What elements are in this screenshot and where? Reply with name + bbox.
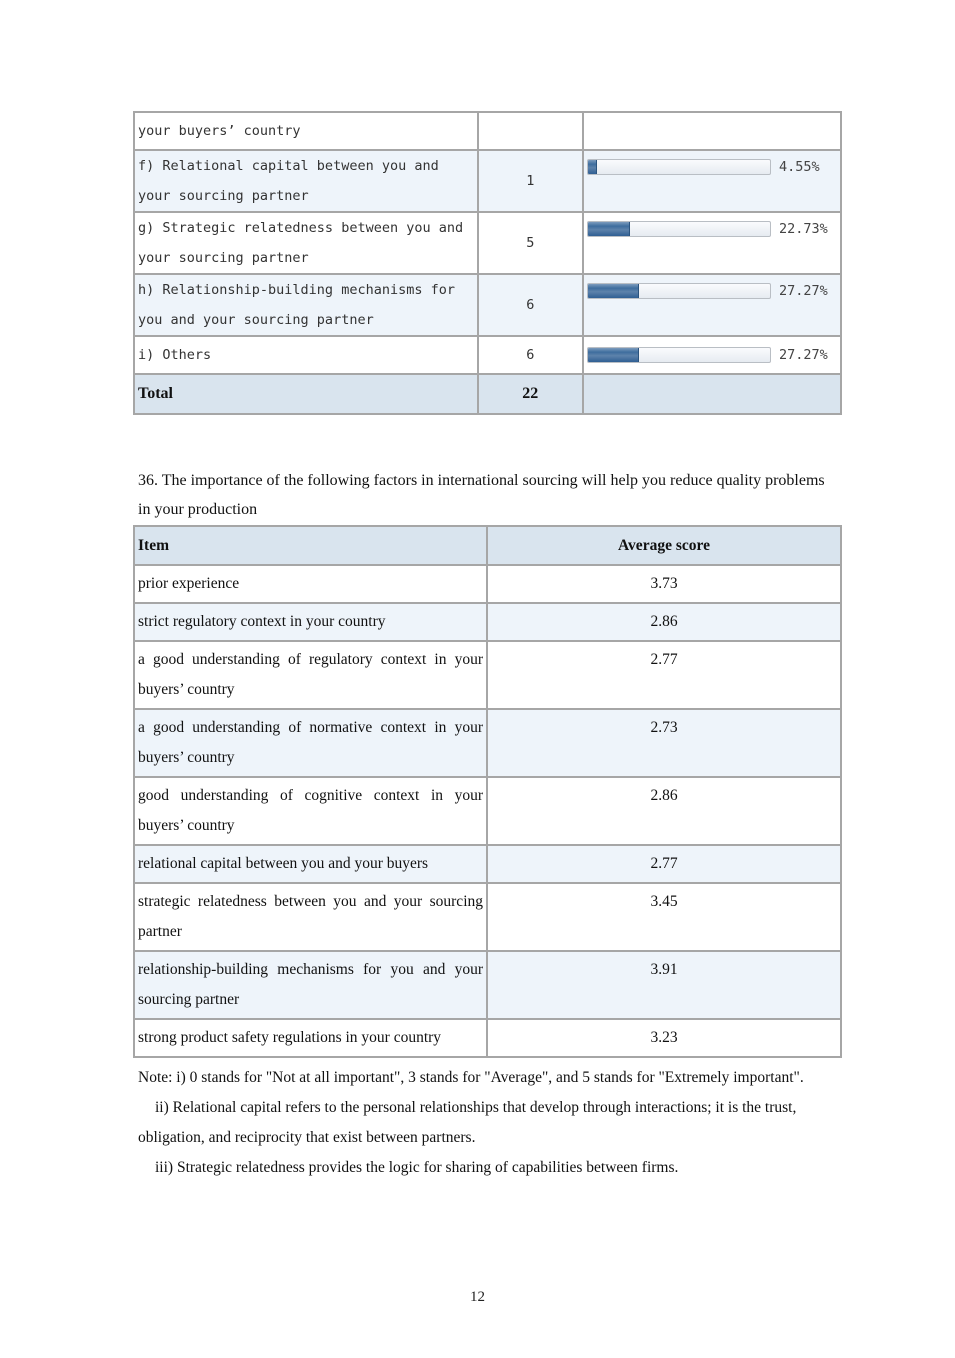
note-scale: Note: i) 0 stands for "Not at all important", 3 stands for "Average", and 5 stands for "Extremely important". xyxy=(138,1069,804,1086)
progress-track xyxy=(587,159,771,175)
percent-label: 4.55% xyxy=(779,159,820,175)
table-row xyxy=(134,641,841,709)
percent-label: 22.73% xyxy=(779,221,828,237)
column-header-item: Item xyxy=(134,526,487,565)
table-row xyxy=(134,883,841,951)
item-cell: relational capital between you and your buyers xyxy=(134,845,487,883)
table-row xyxy=(134,274,841,336)
total-label: Total xyxy=(134,374,478,414)
column-header-average-score: Average score xyxy=(487,526,841,565)
total-row xyxy=(134,374,841,414)
item-cell: a good understanding of regulatory context in your buyers’ country xyxy=(134,641,487,709)
score-cell: 3.91 xyxy=(487,951,841,1019)
item-cell: good understanding of cognitive context in your buyers’ country xyxy=(134,777,487,845)
progress-bar xyxy=(587,221,837,237)
sourcing-results-table xyxy=(133,111,842,415)
score-cell: 3.45 xyxy=(487,883,841,951)
row-bar-cell xyxy=(583,274,841,336)
progress-fill xyxy=(588,348,639,362)
score-cell: 2.73 xyxy=(487,709,841,777)
row-bar-cell xyxy=(583,212,841,274)
note-strategic-relatedness: iii) Strategic relatedness provides the logic for sharing of capabilities between firms. xyxy=(155,1159,679,1176)
progress-fill xyxy=(588,222,630,236)
row-label: g) Strategic relatedness between you and your sourcing partner xyxy=(134,212,478,274)
table-header-row xyxy=(134,526,841,565)
score-cell: 2.86 xyxy=(487,603,841,641)
progress-track xyxy=(587,347,771,363)
table-row-continued xyxy=(134,112,841,150)
percent-label: 27.27% xyxy=(779,347,828,363)
page-number: 12 xyxy=(470,1289,485,1305)
row-label: f) Relational capital between you and your sourcing partner xyxy=(134,150,478,212)
row-bar-cell xyxy=(583,336,841,374)
table-row xyxy=(134,565,841,603)
table-row xyxy=(134,845,841,883)
item-cell: prior experience xyxy=(134,565,487,603)
progress-track xyxy=(587,283,771,299)
item-cell: relationship-building mechanisms for you and your sourcing partner xyxy=(134,951,487,1019)
progress-bar xyxy=(587,347,837,363)
table-row xyxy=(134,777,841,845)
score-cell: 2.77 xyxy=(487,641,841,709)
table-row xyxy=(134,1019,841,1057)
table-row xyxy=(134,212,841,274)
total-count: 22 xyxy=(478,374,583,414)
score-cell: 2.86 xyxy=(487,777,841,845)
item-cell: strategic relatedness between you and your sourcing partner xyxy=(134,883,487,951)
score-cell: 3.23 xyxy=(487,1019,841,1057)
row-label: h) Relationship-building mechanisms for you and your sourcing partner xyxy=(134,274,478,336)
table-row xyxy=(134,336,841,374)
total-bar-cell xyxy=(583,374,841,414)
progress-track xyxy=(587,221,771,237)
progress-bar xyxy=(587,283,837,299)
row-label: i) Others xyxy=(134,336,478,374)
item-cell: strict regulatory context in your country xyxy=(134,603,487,641)
row-label: your buyers’ country xyxy=(134,112,478,150)
row-count: 1 xyxy=(478,150,583,212)
progress-fill xyxy=(588,160,597,174)
item-cell: strong product safety regulations in your country xyxy=(134,1019,487,1057)
average-score-table xyxy=(133,525,842,1058)
percent-label: 27.27% xyxy=(779,283,828,299)
row-bar-cell xyxy=(583,112,841,150)
score-cell: 3.73 xyxy=(487,565,841,603)
row-count: 5 xyxy=(478,212,583,274)
table-notes xyxy=(138,1063,838,1183)
row-bar-cell xyxy=(583,150,841,212)
score-cell: 2.77 xyxy=(487,845,841,883)
row-count: 6 xyxy=(478,274,583,336)
table-row xyxy=(134,603,841,641)
progress-fill xyxy=(588,284,639,298)
note-relational-capital: ii) Relational capital refers to the personal relationships that develop through interactions; it is the trust, obligation, and reciprocity that exist between partners. xyxy=(138,1099,797,1146)
question-title: 36. The importance of the following factors in international sourcing will help you reduce quality problems in your production xyxy=(138,472,825,518)
row-count: 6 xyxy=(478,336,583,374)
item-cell: a good understanding of normative context in your buyers’ country xyxy=(134,709,487,777)
table-row xyxy=(134,951,841,1019)
progress-bar xyxy=(587,159,837,175)
table-row xyxy=(134,709,841,777)
table-row xyxy=(134,150,841,212)
row-count xyxy=(478,112,583,150)
